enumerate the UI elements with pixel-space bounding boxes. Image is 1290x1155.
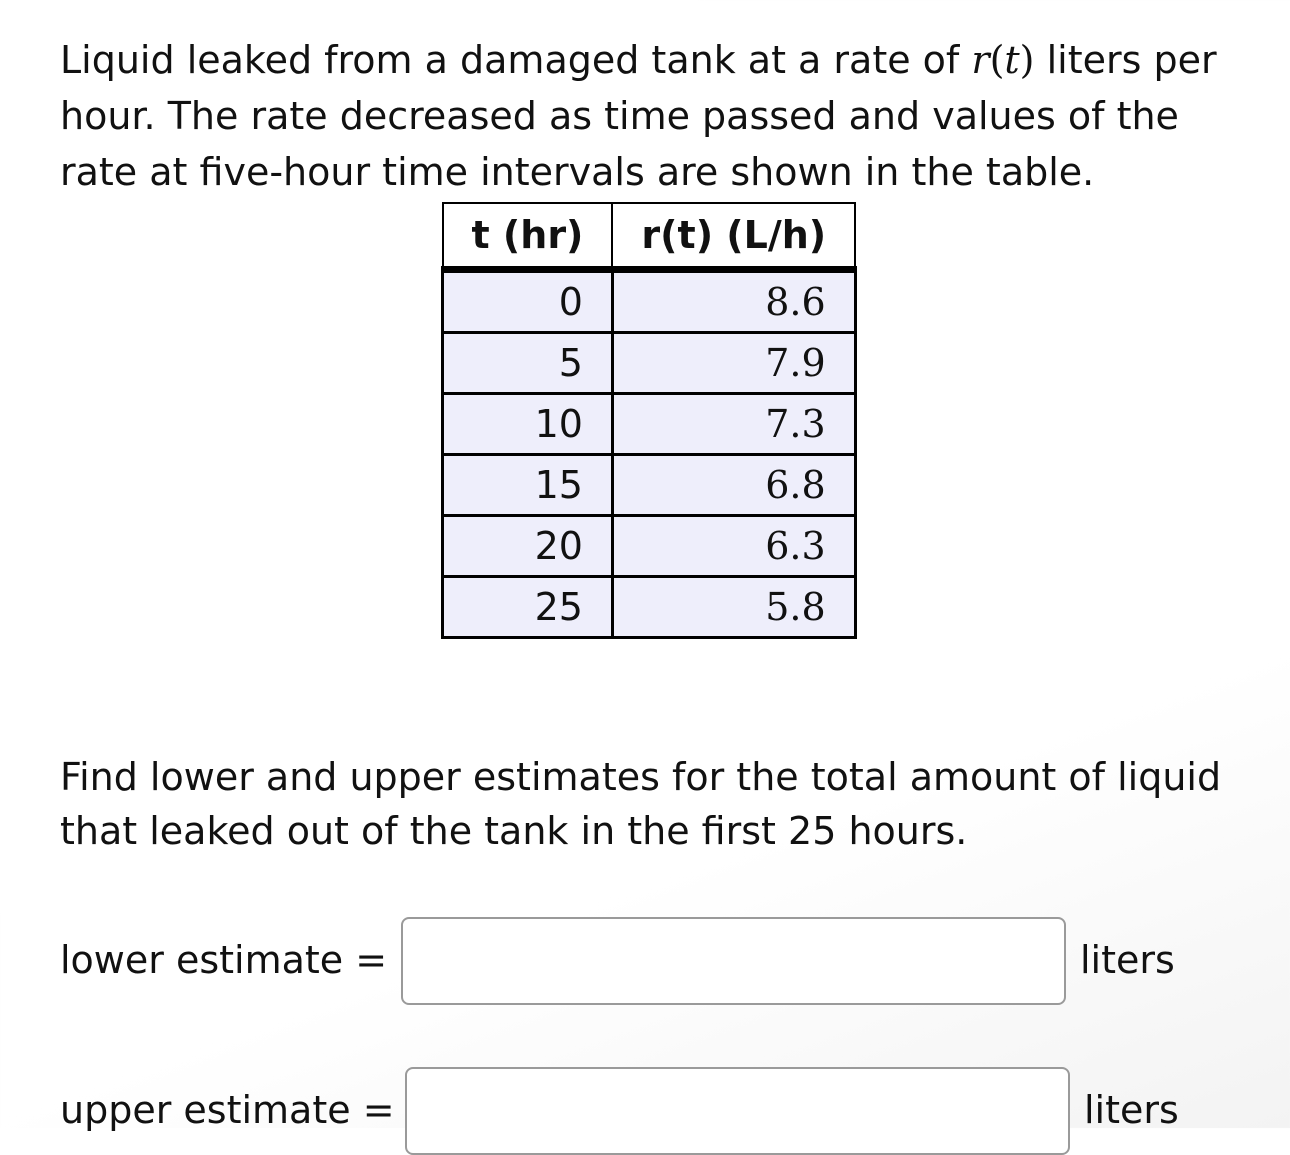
question-text: Find lower and upper estimates for the total amount of liquid that leaked out of the tank in the first 25 hours.	[60, 755, 1222, 853]
math-variable-t: t	[1004, 38, 1020, 82]
lower-estimate-input[interactable]	[401, 917, 1066, 1005]
table-body	[443, 270, 856, 638]
table-row	[443, 394, 856, 455]
time-cell: 20	[443, 516, 613, 577]
math-open-paren: (	[989, 38, 1005, 82]
table-row	[443, 516, 856, 577]
header-time: t (hr)	[443, 203, 613, 270]
rate-cell: 7.9	[612, 333, 855, 394]
lower-estimate-unit: liters	[1080, 938, 1175, 982]
rate-cell: 6.3	[612, 516, 855, 577]
table-row	[443, 455, 856, 516]
upper-estimate-input[interactable]	[405, 1067, 1070, 1155]
rate-cell: 8.6	[612, 270, 855, 333]
rate-table	[441, 202, 857, 639]
time-cell: 15	[443, 455, 613, 516]
upper-estimate-unit: liters	[1084, 1088, 1179, 1132]
time-cell: 5	[443, 333, 613, 394]
problem-statement	[60, 32, 1240, 200]
rate-cell: 6.8	[612, 455, 855, 516]
header-rate: r(t) (L/h)	[612, 203, 855, 270]
math-function-r: r	[971, 38, 990, 82]
rate-cell: 7.3	[612, 394, 855, 455]
table-header-row	[443, 203, 856, 270]
upper-estimate-label: upper estimate =	[60, 1088, 395, 1132]
math-close-paren: )	[1019, 38, 1035, 82]
time-cell: 25	[443, 577, 613, 638]
intro-text-start: Liquid leaked from a damaged tank at a rate of	[60, 38, 972, 82]
intro-text-end: liters per hour. The rate decreased as time passed and values of the rate at five-hour time intervals are shown in the table.	[60, 38, 1217, 194]
table-row	[443, 577, 856, 638]
time-cell: 0	[443, 270, 613, 333]
time-cell: 10	[443, 394, 613, 455]
lower-estimate-label: lower estimate =	[60, 938, 388, 982]
table-row	[443, 270, 856, 333]
rate-cell: 5.8	[612, 577, 855, 638]
table-row	[443, 333, 856, 394]
